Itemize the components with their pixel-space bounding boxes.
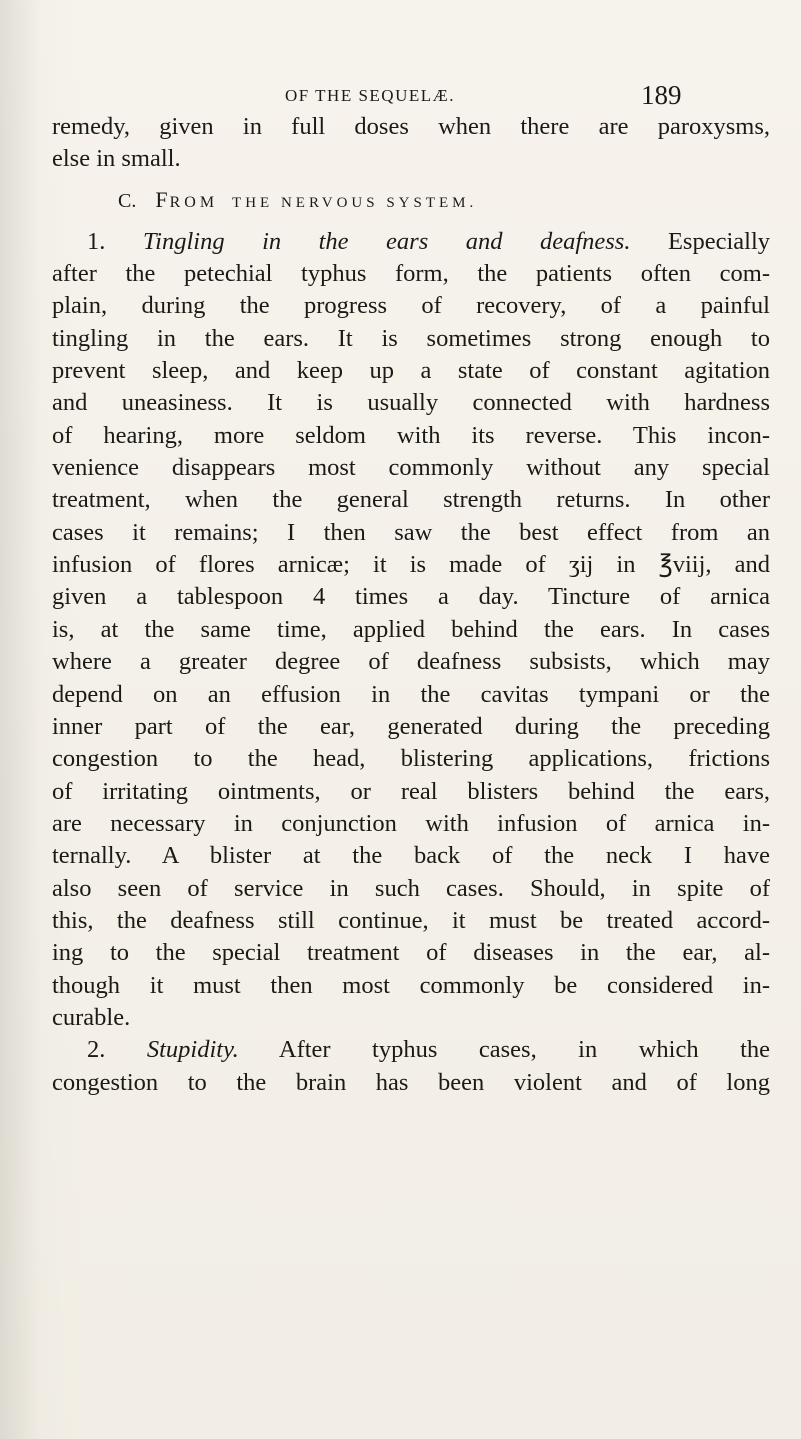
text-line: are necessary in conjunction with infusion of arnica in-	[52, 809, 770, 837]
text-line: curable.	[52, 1003, 131, 1031]
text-line: depend on an effusion in the cavitas tympani or the	[52, 680, 770, 708]
text-line: venience disappears most commonly without any special	[52, 454, 770, 482]
text-line: though it must then most commonly be considered in-	[52, 971, 770, 999]
section-label: C.	[118, 189, 137, 212]
item-title: Tingling in the ears and deafness.	[142, 227, 631, 255]
text-line: tingling in the ears. It is sometimes strong enough to	[52, 324, 770, 352]
section-heading	[52, 184, 770, 226]
text-line: inner part of the ear, generated during the preceding	[52, 712, 770, 740]
paragraph-continuation	[52, 111, 770, 176]
text-line: treatment, when the general strength returns. In other	[52, 486, 770, 514]
text-line: remedy, given in full doses when there are paroxysms,	[52, 113, 770, 140]
text-line: of hearing, more seldom with its reverse. This incon-	[52, 421, 770, 449]
text-line: and uneasiness. It is usually connected with hardness	[52, 389, 770, 417]
text-line: plain, during the progress of recovery, of a painful	[52, 292, 770, 320]
item-tingling	[52, 226, 770, 1035]
item-first-line	[52, 226, 770, 258]
text-line: is, at the same time, applied behind the ears. In cases	[52, 615, 770, 643]
item-number: 2.	[87, 1036, 106, 1064]
text-line: also seen of service in such cases. Should, in spite of	[52, 874, 770, 902]
section-first-letter: F	[155, 186, 170, 212]
item-first-line-text: Especially	[667, 227, 771, 255]
page-header	[0, 80, 801, 114]
item-number: 1.	[87, 227, 106, 255]
item-first-line-text: After typhus cases, in which the	[278, 1036, 770, 1064]
text-line: where a greater degree of deafness subsists, which may	[52, 648, 770, 676]
body-text	[52, 111, 770, 1099]
text-line: cases it remains; I then saw the best effect from an	[52, 518, 770, 546]
item-title: Stupidity.	[146, 1036, 239, 1064]
page-number: 189	[641, 80, 682, 110]
text-line: after the petechial typhus form, the patients often com-	[52, 260, 770, 288]
text-line: else in small.	[52, 145, 181, 173]
text-line: infusion of flores arnicæ; it is made of ʒij in ℥viij, and	[52, 551, 770, 579]
section-rest-big: ROM	[169, 193, 219, 211]
item-first-line	[52, 1034, 770, 1066]
text-line: ternally. A blister at the back of the neck I have	[52, 842, 770, 870]
text-line: congestion to the head, blistering applications, frictions	[52, 745, 770, 773]
text-line: ing to the special treatment of diseases in the ear, al-	[52, 939, 770, 967]
text-line: congestion to the brain has been violent and of long	[52, 1068, 770, 1096]
text-line: this, the deafness still continue, it must be treated accord-	[52, 906, 770, 934]
section-rest-small: THE NERVOUS SYSTEM.	[232, 194, 478, 211]
item-stupidity	[52, 1034, 770, 1099]
text-line: of irritating ointments, or real blisters behind the ears,	[52, 777, 770, 805]
text-line: prevent sleep, and keep up a state of constant agitation	[52, 357, 770, 385]
running-head: OF THE SEQUELÆ.	[285, 86, 455, 105]
text-line: given a tablespoon 4 times a day. Tincture of arnica	[52, 583, 770, 611]
